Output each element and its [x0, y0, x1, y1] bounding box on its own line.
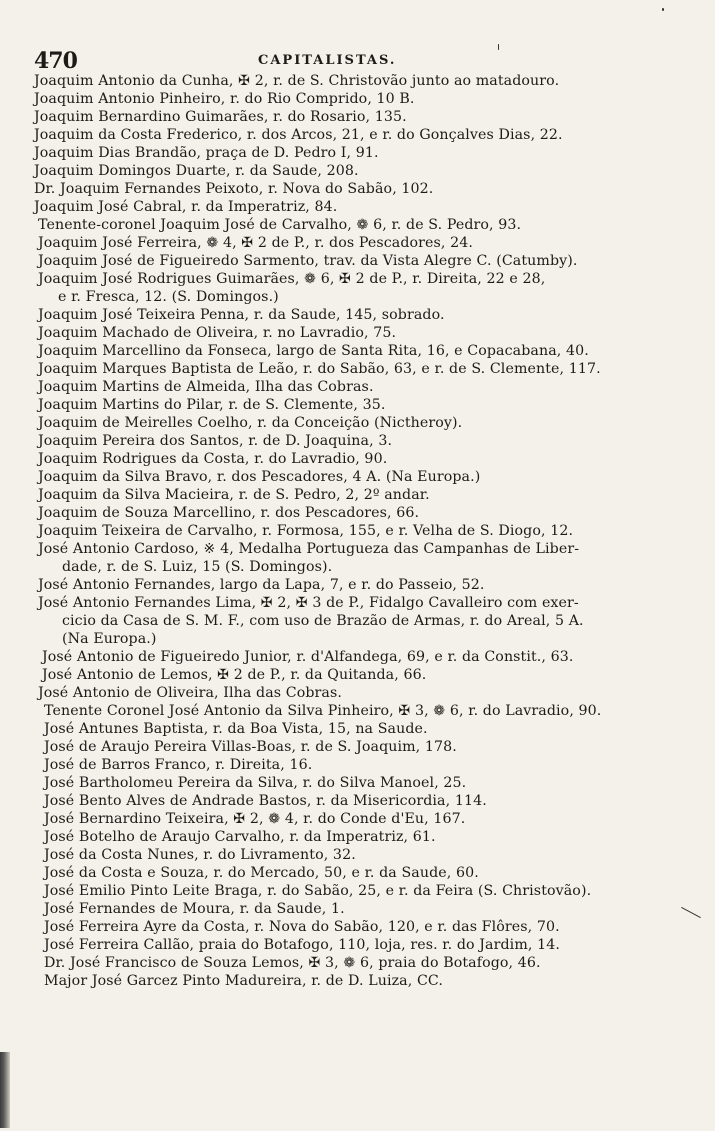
entry-line: José da Costa e Souza, r. do Mercado, 50, e r. da Saude, 60.: [44, 865, 479, 881]
entry-line: Joaquim de Meirelles Coelho, r. da Conceição (Nictheroy).: [38, 415, 463, 431]
book-spine-shadow: [0, 1052, 10, 1128]
entry-line: José Bartholomeu Pereira da Silva, r. do Silva Manoel, 25.: [44, 775, 467, 791]
entry-line: Joaquim Pereira dos Santos, r. de D. Joaquina, 3.: [38, 433, 393, 449]
entry-line: Joaquim de Souza Marcellino, r. dos Pescadores, 66.: [38, 505, 420, 521]
entry-line: José da Costa Nunes, r. do Livramento, 32.: [44, 847, 356, 863]
running-title: CAPITALISTAS.: [258, 53, 397, 68]
entry-line: Dr. Joaquim Fernandes Peixoto, r. Nova do Sabão, 102.: [34, 181, 434, 197]
entry-line: Joaquim José Rodrigues Guimarães, ❁ 6, ✠ 2 de P., r. Direita, 22 e 28,: [38, 271, 546, 287]
entry-line: Joaquim José Ferreira, ❁ 4, ✠ 2 de P., r. dos Pescadores, 24.: [38, 235, 474, 251]
ink-speck: [662, 8, 664, 11]
entry-line: Joaquim Bernardino Guimarães, r. do Rosario, 135.: [34, 109, 407, 125]
entry-line: José Antonio de Figueiredo Junior, r. d'Alfandega, 69, e r. da Constit., 63.: [42, 649, 574, 665]
entry-line: Tenente-coronel Joaquim José de Carvalho, ❁ 6, r. de S. Pedro, 93.: [38, 217, 522, 233]
entry-line: Dr. José Francisco de Souza Lemos, ✠ 3, ❁ 6, praia do Botafogo, 46.: [44, 955, 541, 971]
entry-line: Joaquim da Silva Macieira, r. de S. Pedro, 2, 2º andar.: [38, 487, 430, 503]
entry-line: e r. Fresca, 12. (S. Domingos.): [58, 289, 279, 305]
entry-line: Joaquim Antonio Pinheiro, r. do Rio Comprido, 10 B.: [34, 91, 415, 107]
entry-line: José Antonio Fernandes Lima, ✠ 2, ✠ 3 de P., Fidalgo Cavalleiro com exer-: [38, 595, 579, 611]
entry-line: Joaquim Dias Brandão, praça de D. Pedro I, 91.: [34, 145, 379, 161]
entry-line: José Ferreira Ayre da Costa, r. Nova do Sabão, 120, e r. das Flôres, 70.: [44, 919, 560, 935]
entry-line: José de Araujo Pereira Villas-Boas, r. de S. Joaquim, 178.: [44, 739, 457, 755]
entry-line: José Bernardino Teixeira, ✠ 2, ❁ 4, r. do Conde d'Eu, 167.: [44, 811, 466, 827]
ink-speck: [498, 44, 499, 50]
entry-line: Joaquim Antonio da Cunha, ✠ 2, r. de S. Christovão junto ao matadouro.: [34, 73, 560, 89]
entry-line: José Antonio Fernandes, largo da Lapa, 7, e r. do Passeio, 52.: [38, 577, 485, 593]
entry-line: Joaquim Rodrigues da Costa, r. do Lavradio, 90.: [38, 451, 388, 467]
entry-line: José Bento Alves de Andrade Bastos, r. da Misericordia, 114.: [44, 793, 487, 809]
entry-line: Joaquim José Cabral, r. da Imperatriz, 84.: [34, 199, 338, 215]
entry-line: Joaquim José de Figueiredo Sarmento, trav. da Vista Alegre C. (Catumby).: [38, 253, 578, 269]
entry-line: Major José Garcez Pinto Madureira, r. de D. Luiza, CC.: [44, 973, 443, 989]
entry-line: dade, r. de S. Luiz, 15 (S. Domingos).: [62, 559, 333, 575]
entry-line: José Fernandes de Moura, r. da Saude, 1.: [44, 901, 345, 917]
entry-line: José Antonio de Oliveira, Ilha das Cobras.: [38, 685, 342, 701]
entry-line: José Antonio Cardoso, ※ 4, Medalha Portugueza das Campanhas de Liber-: [38, 541, 580, 557]
entry-line: José Antunes Baptista, r. da Boa Vista, 15, na Saude.: [44, 721, 428, 737]
entry-line: Joaquim Teixeira de Carvalho, r. Formosa, 155, e r. Velha de S. Diogo, 12.: [38, 523, 574, 539]
entry-line: Joaquim Martins de Almeida, Ilha das Cobras.: [38, 379, 374, 395]
entry-line: Joaquim da Silva Bravo, r. dos Pescadores, 4 A. (Na Europa.): [38, 469, 481, 485]
entry-line: (Na Europa.): [62, 631, 157, 647]
entry-line: Joaquim Martins do Pilar, r. de S. Clemente, 35.: [38, 397, 386, 413]
entry-line: cicio da Casa de S. M. F., com uso de Brazão de Armas, r. do Areal, 5 A.: [62, 613, 584, 629]
page-number: 470: [34, 48, 77, 74]
entry-line: José Emilio Pinto Leite Braga, r. do Sabão, 25, e r. da Feira (S. Christovão).: [44, 883, 592, 899]
entry-line: Joaquim da Costa Frederico, r. dos Arcos, 21, e r. do Gonçalves Dias, 22.: [34, 127, 563, 143]
entry-line: José Antonio de Lemos, ✠ 2 de P., r. da Quitanda, 66.: [42, 667, 427, 683]
entry-line: Joaquim Marques Baptista de Leão, r. do Sabão, 63, e r. de S. Clemente, 117.: [38, 361, 601, 377]
entry-line: Joaquim Domingos Duarte, r. da Saude, 208.: [34, 163, 359, 179]
entry-line: José de Barros Franco, r. Direita, 16.: [44, 757, 313, 773]
entry-line: Joaquim Marcellino da Fonseca, largo de Santa Rita, 16, e Copacabana, 40.: [38, 343, 589, 359]
entry-line: José Ferreira Callão, praia do Botafogo, 110, loja, res. r. do Jardim, 14.: [44, 937, 560, 953]
entry-line: José Botelho de Araujo Carvalho, r. da Imperatriz, 61.: [44, 829, 436, 845]
entry-line: Joaquim José Teixeira Penna, r. da Saude, 145, sobrado.: [38, 307, 445, 323]
entry-line: Joaquim Machado de Oliveira, r. no Lavradio, 75.: [38, 325, 397, 341]
entry-line: Tenente Coronel José Antonio da Silva Pinheiro, ✠ 3, ❁ 6, r. do Lavradio, 90.: [44, 703, 602, 719]
